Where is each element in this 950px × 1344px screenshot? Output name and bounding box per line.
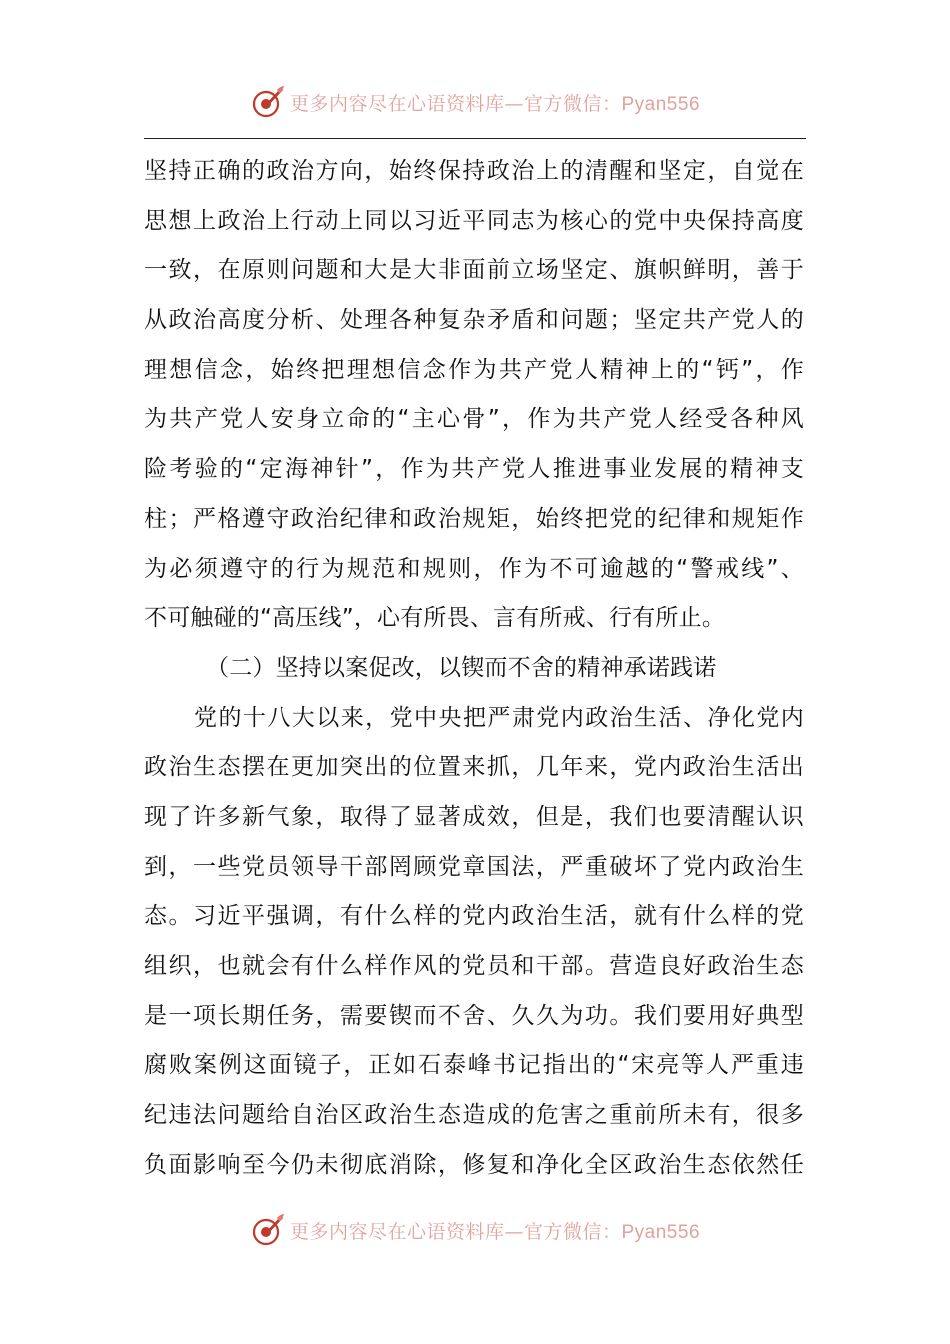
text-line: 党的十八大以来，党中央把严肃党内政治生活、净化党内: [194, 704, 804, 731]
text-line: 负面影响至今仍未彻底消除，修复和净化全区政治生态依然任: [144, 1151, 804, 1178]
header-divider: [144, 138, 806, 139]
text-line: 态。习近平强调，有什么样的党内政治生活，就有什么样的党: [144, 903, 804, 930]
document-body: [144, 147, 804, 1190]
banner-wechat-id: Pyan556: [621, 1221, 701, 1243]
banner-wechat-id: Pyan556: [621, 93, 701, 115]
banner-slogan: 更多内容尽在心语资料库—官方微信：: [289, 1220, 622, 1243]
text-line: 柱；严格遵守政治纪律和政治规矩，始终把党的纪律和规矩作: [144, 505, 804, 532]
banner-text: [290, 89, 700, 116]
banner-slogan: 更多内容尽在心语资料库—官方微信：: [289, 92, 622, 115]
text-line: 坚持正确的政治方向，始终保持政治上的清醒和坚定，自觉在: [144, 158, 804, 184]
text-line: 组织，也就会有什么样作风的党员和干部。营造良好政治生态: [144, 953, 804, 979]
text-line: 现了许多新气象，取得了显著成效，但是，我们也要清醒认识: [144, 803, 804, 830]
text-line: 从政治高度分析、处理各种复杂矛盾和问题；坚定共产党人的: [144, 307, 804, 334]
text-line: 思想上政治上行动上同以习近平同志为核心的党中央保持高度: [144, 207, 804, 234]
quill-logo-icon: [250, 1212, 286, 1248]
quill-logo-icon: [250, 84, 286, 120]
text-line: 是一项长期任务，需要锲而不舍、久久为功。我们要用好典型: [144, 1002, 804, 1029]
text-line: 腐败案例这面镜子，正如石泰峰书记指出的“宋亮等人严重违: [144, 1052, 804, 1079]
text-line: 纪违法问题给自治区政治生态造成的危害之重前所未有，很多: [144, 1102, 804, 1129]
footer-banner: [0, 1208, 950, 1252]
text-line: 险考验的“定海神针”，作为共产党人推进事业发展的精神支: [144, 456, 804, 483]
text-line: 政治生态摆在更加突出的位置来抓，几年来，党内政治生活出: [144, 754, 804, 781]
text-line: 理想信念，始终把理想信念作为共产党人精神上的“钙”，作: [144, 356, 804, 383]
text-line: 为必须遵守的行为规范和规则，作为不可逾越的“警戒线”、: [144, 555, 804, 582]
banner-text: [290, 1217, 700, 1244]
text-line: 为共产党人安身立命的“主心骨”，作为共产党人经受各种风: [144, 406, 804, 433]
text-line: 不可触碰的“高压线”，心有所畏、言有所戒、行有所止。: [144, 605, 726, 632]
text-line: 到，一些党员领导干部罔顾党章国法，严重破坏了党内政治生: [144, 853, 804, 880]
header-banner: [0, 80, 950, 124]
section-heading: （二）坚持以案促改，以锲而不舍的精神承诺践诺: [206, 654, 717, 681]
text-line: 一致，在原则问题和大是大非面前立场坚定、旗帜鲜明，善于: [144, 257, 804, 284]
